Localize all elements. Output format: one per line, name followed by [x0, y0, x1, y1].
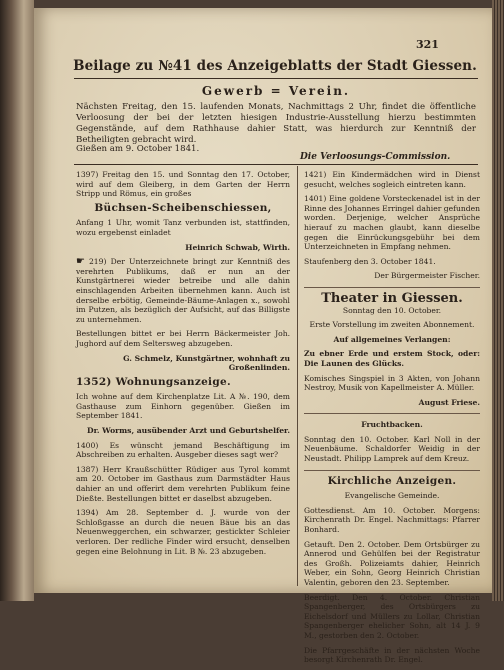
left-column [76, 170, 290, 561]
gewerb-signature: Die Verloosungs-Commission. [300, 152, 451, 162]
book-spine [0, 0, 34, 601]
kirche-getauft: Getauft. Den 2. October. Dem Ortsbürger zu Annerod und Gehülfen bei der Registratur des Großh. Polizeiamts dahier, Heinrich Weber, ein Sohn, Georg Heinrich Christian Valentin, geboren den 23. September. [304, 539, 480, 587]
kirche-gottesdienst: Gottesdienst. Am 10. October. Morgens: Kirchenrath Dr. Engel. Nachmittags: Pfarrer Bonhard. [304, 505, 480, 535]
notice-1421: 1421) Ein Kindermädchen wird in Dienst gesucht, welches sogleich eintreten kann. [304, 170, 480, 189]
notice-1397-text-b: Anfang 1 Uhr, womit Tanz verbunden ist, stattfinden, wozu ergebenst einladet [76, 218, 290, 237]
notice-1352-heading: 1352) Wohnungsanzeige. [76, 375, 231, 388]
divider [304, 287, 480, 288]
frucht-heading: Fruchtbacken. [361, 420, 423, 430]
gewerb-heading: Gewerb = Verein. [201, 84, 351, 98]
kirche-heading: Kirchliche Anzeigen. [327, 474, 457, 487]
theater-play: Zu ebner Erde und erstem Stock, oder: Die Launen des Glücks. [304, 349, 480, 368]
theater-request: Auf allgemeines Verlangen: [333, 334, 451, 344]
notice-1352-text: Ich wohne auf dem Kirchenplatze Lit. A №. 190, dem Gasthause zum Einhorn gegenüber. Gießen im September 1841. [76, 392, 290, 421]
notice-1387: 1387) Herr Kraußschütter Rüdiger aus Tyrol kommt am 20. October im Gasthaus zum Darmstädter Haus dahier an und offerirt dem verehrten Publikum feine Dießte. Bestellungen bittet er daselbst abzugeben. [76, 464, 290, 503]
kirche-pfarr: Die Pfarrgeschäfte in der nächsten Woche besorgt Kirchenrath Dr. Engel. [304, 645, 480, 665]
theater-description: Komisches Singspiel in 3 Akten, von Johann Nestroy, Musik von Kapellmeister A. Müller. [304, 373, 480, 393]
theater-subtitle: Erste Vorstellung im zweiten Abonnement. [309, 320, 475, 330]
kirche-subheading: Evangelische Gemeinde. [344, 491, 440, 501]
page-number: 321 [416, 38, 439, 51]
divider [304, 413, 480, 414]
gewerb-date: Gießen am 9. October 1841. [76, 144, 200, 154]
divider [304, 470, 480, 471]
notice-1401-date: Staufenberg den 3. October 1841. [304, 256, 436, 266]
notice-1352-signature: Dr. Worms, ausübender Arzt und Geburtshelfer. [87, 426, 290, 436]
page-edges [492, 0, 504, 601]
pointing-hand-icon: ☛ [76, 256, 85, 268]
column-divider [297, 166, 298, 586]
theater-date: Sonntag den 10. October. [342, 305, 442, 315]
frucht-text: Sonntag den 10. October. Karl Noll in der Neuenbäume. Schaldorfer Weidig in der Neustadt. Philipp Lamprek auf dem Kreuz. [304, 434, 480, 464]
notice-1400: 1400) Es wünscht jemand Beschäftigung im Abschreiben zu erhalten. Ausgeber dieses sagt wer? [76, 440, 290, 460]
page-title: Beilage zu №41 des Anzeigeblatts der Stadt Giessen. [73, 58, 477, 74]
newspaper-page [34, 8, 492, 665]
notice-1397-text: 1397) Freitag den 15. und Sonntag den 17. October, wird auf dem Gleiberg, in dem Garten der Herrn Stripp und Römus, ein großes [76, 170, 290, 199]
notice-219 [76, 257, 290, 324]
notice-219-signature: G. Schmelz, Kunstgärtner, wohnhaft zu Großenlinden. [123, 353, 290, 373]
notice-1394: 1394) Am 28. September d. J. wurde von der Schloßgasse an durch die neuen Bäue bis an das Neuenweggerchen, ein schwarzer, gestickter Schleier verloren. Der redliche Finder wird ersucht, denselben gegen eine Belohnung in Lit. B №. 23 abzugeben. [76, 508, 290, 556]
divider [74, 164, 478, 165]
right-column [304, 170, 480, 670]
notice-1397-signature: Heinrich Schwab, Wirth. [185, 242, 290, 252]
gewerb-body: Nächsten Freitag, den 15. laufenden Monats, Nachmittags 2 Uhr, findet die öffentliche Verloosung der bei der letzten hiesigen Industrie-Ausstellung hierzu bestimmten Gegenstände, auf dem Rathhause dahier Statt, was hierdurch zur Kenntniß der Betheiligten gebracht wird. [76, 102, 476, 145]
kirche-beerdigt: Beerdigt. Den 4. October. Christian Spangenberger, des Ortsbürgers zu Eichelsdorf und Müllers zu Lollar, Christian Spangenberger ehelicher Sohn, alt 14 J. 9 M., gestorben den 2. October. [304, 592, 480, 640]
theater-signature: August Friese. [418, 397, 480, 407]
divider [74, 78, 478, 79]
notice-219-text: 219) Der Unterzeichnete bringt zur Kenntniß des verehrten Publikums, daß er nun an der Kunstgärtnerei wieder betreibe und alle dahin einschlagenden Arbeiten übernehmen kann. Auch ist derselbe erbötig, Gemeinde-Bäume-Anlagen x., sowohl im Putzen, als bezüglich der Aufsicht, auf das Billigste zu unternehmen. [76, 257, 290, 324]
notice-219-text-b: Bestellungen bittet er bei Herrn Bäckermeister Joh. Jughord auf dem Seltersweg abzugeben. [76, 329, 290, 348]
theater-heading: Theater in Giessen. [321, 290, 463, 306]
notice-1397-heading: Büchsen-Scheibenschiessen, [94, 201, 272, 214]
notice-1401: 1401) Eine goldene Vorsteckenadel ist in der Rinne des Johannes Erringel dahier gefunden worden. Derjenige, welcher Ansprüche hierauf zu machen glaubt, kann dieselbe gegen die Einrückungsgebühr bei dem Unterzeichneten in Empfang nehmen. [304, 194, 480, 252]
notice-1401-signature: Der Bürgermeister Fischer. [374, 271, 480, 281]
